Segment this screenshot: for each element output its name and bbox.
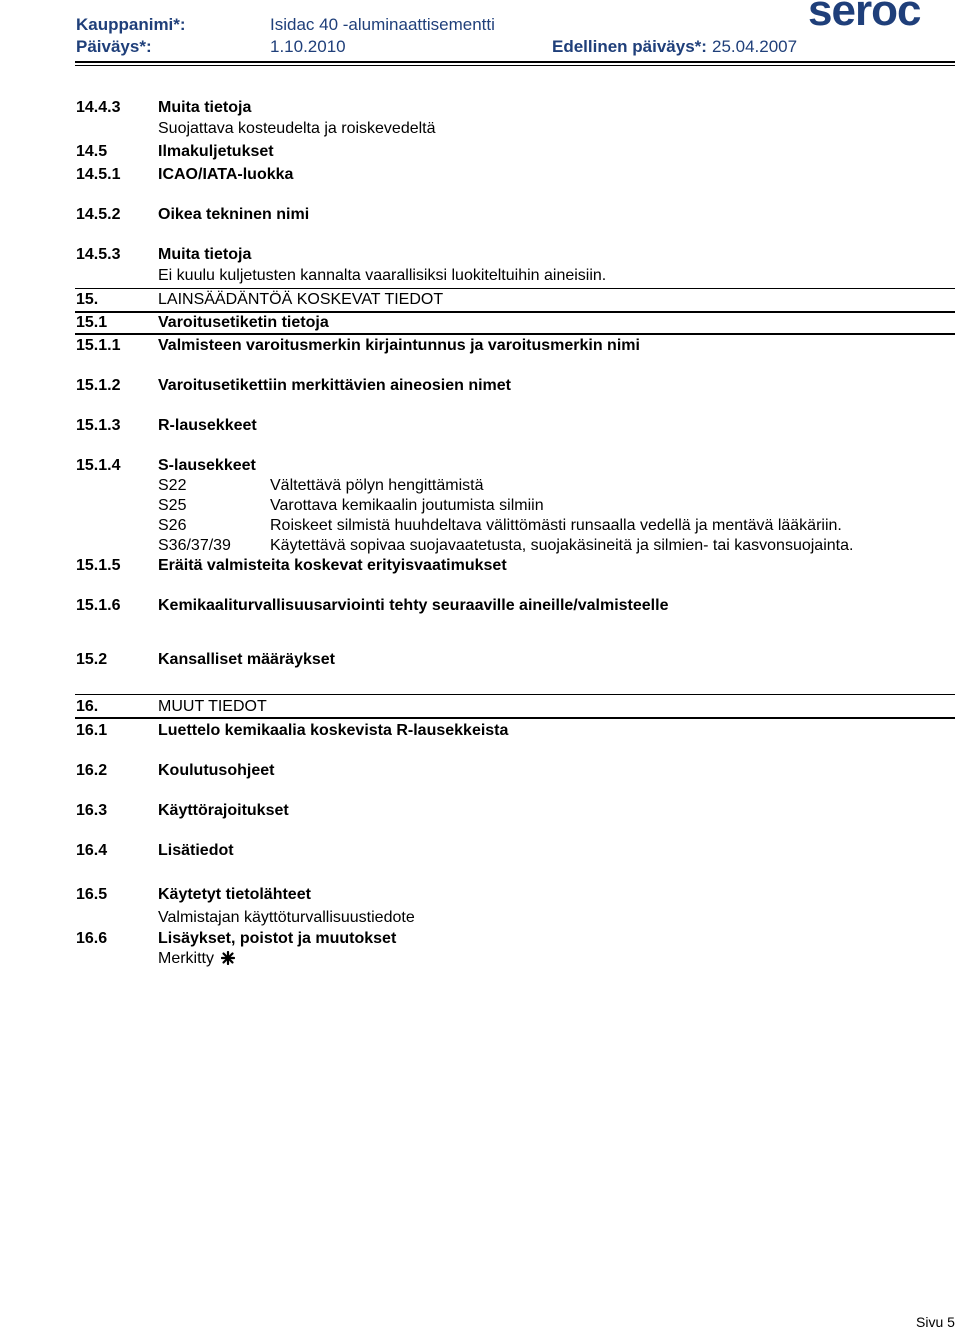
company-logo: seroc [808,0,921,35]
section-rule [75,694,955,695]
section-number: 15.2 [76,651,108,668]
section-title: Valmisteen varoitusmerkin kirjaintunnus ja varoitusmerkin nimi [158,337,640,354]
section-number: 15.1.2 [76,377,121,394]
section-number: 15.1.4 [76,457,121,474]
section-title: Käytetyt tietolähteet [158,886,311,903]
section-title: Varoitusetikettiin merkittävien aineosien nimet [158,377,511,394]
section-rule [75,288,955,289]
s-phrase-text: Käytettävä sopivaa suojavaatetusta, suojakäsineitä ja silmien- tai kasvonsuojainta. [270,537,854,554]
section-title: Lisäykset, poistot ja muutokset [158,930,397,947]
section-title: MUUT TIEDOT [158,698,267,715]
s-phrase-text: Roiskeet silmistä huuhdeltava välittömästi runsaalla vedellä ja mentävä lääkäriin. [270,517,842,534]
section-number: 15.1.5 [76,557,121,574]
section-title: Kansalliset määräykset [158,651,335,668]
section-number: 14.4.3 [76,99,121,116]
s-phrase-code: S36/37/39 [158,537,231,554]
section-text: Ei kuulu kuljetusten kannalta vaarallisiksi luokiteltuihin aineisiin. [158,267,607,284]
section-title: Eräitä valmisteita koskevat erityisvaatimukset [158,557,507,574]
section-title: LAINSÄÄDÄNTÖÄ KOSKEVAT TIEDOT [158,291,444,308]
section-number: 15.1.6 [76,597,121,614]
section-number: 16.4 [76,842,108,859]
s-phrase-text: Varottava kemikaalin joutumista silmiin [270,497,544,514]
section-rule [75,333,955,335]
section-title: R-lausekkeet [158,417,257,434]
section-number: 16.1 [76,722,108,739]
section-rule [75,311,955,313]
section-title: Muita tietoja [158,99,252,116]
section-number: 16.2 [76,762,108,779]
section-number: 16.6 [76,930,108,947]
section-title: Oikea tekninen nimi [158,206,310,223]
section-number: 16.5 [76,886,108,903]
section-title: Luettelo kemikaalia koskevista R-lausekkeista [158,722,509,739]
section-number: 15.1.1 [76,337,121,354]
section-title: Muita tietoja [158,246,252,263]
section-number: 15. [76,291,99,308]
s-phrase-text: Vältettävä pölyn hengittämistä [270,477,484,494]
section-number: 15.1 [76,314,108,331]
section-title: Kemikaaliturvallisuusarviointi tehty seuraaville aineille/valmisteelle [158,597,669,614]
s-phrase-code: S22 [158,477,187,494]
section-title: S-lausekkeet [158,457,256,474]
section-title: Lisätiedot [158,842,234,859]
section-title: Varoitusetiketin tietoja [158,314,329,331]
date-value: 1.10.2010 [270,37,346,56]
s-phrase-code: S25 [158,497,187,514]
section-number: 16. [76,698,99,715]
date-label: Päiväys*: [76,37,152,56]
section-title: ICAO/IATA-luokka [158,166,294,183]
section-title: Ilmakuljetukset [158,143,274,160]
marked-note [158,950,235,968]
section-text: Suojattava kosteudelta ja roiskevedeltä [158,120,436,137]
prev-date-value: 25.04.2007 [712,37,798,56]
section-number: 14.5.3 [76,246,121,263]
section-number: 14.5.1 [76,166,121,183]
marked-label: Merkitty [158,950,214,967]
section-rule [75,717,955,719]
asterisk-marker-icon [221,951,235,965]
section-title: Käyttörajoitukset [158,802,289,819]
section-text: Valmistajan käyttöturvallisuustiedote [158,909,415,926]
section-number: 16.3 [76,802,108,819]
s-phrase-code: S26 [158,517,187,534]
header-rule-thin [75,65,955,66]
section-number: 14.5.2 [76,206,121,223]
page-number: Sivu 5 [916,1314,955,1330]
section-title: Koulutusohjeet [158,762,275,779]
product-value: Isidac 40 -aluminaattisementti [270,15,495,34]
prev-date-label: Edellinen päiväys*: [552,37,707,56]
section-number: 15.1.3 [76,417,121,434]
section-number: 14.5 [76,143,108,160]
header-rule [75,61,955,63]
product-label: Kauppanimi*: [76,15,186,34]
